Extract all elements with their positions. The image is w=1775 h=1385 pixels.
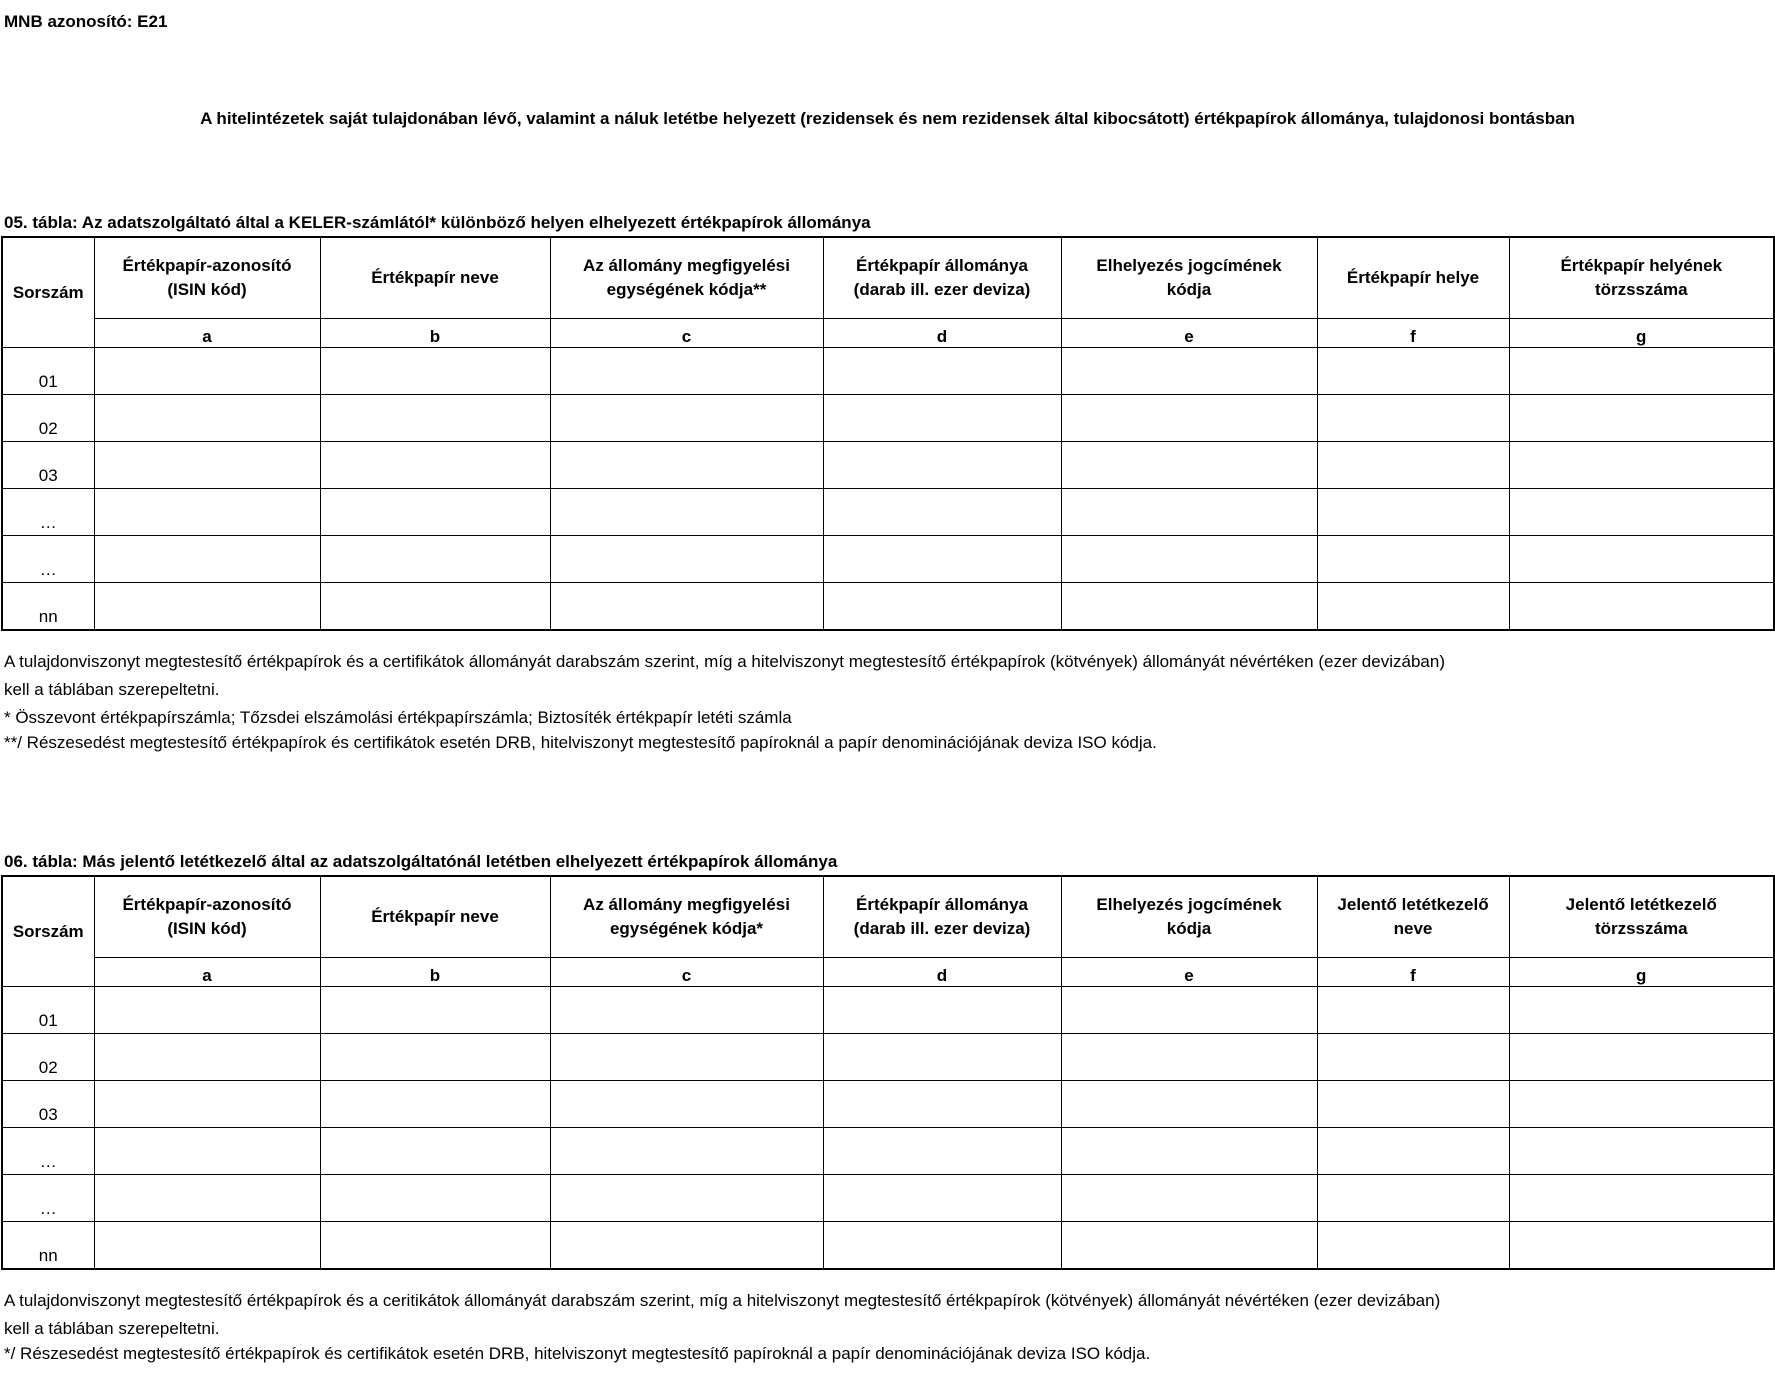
table-05-letter-a: a [94,319,320,348]
table-05-letter-e: e [1061,319,1317,348]
table-05-note-2: kell a táblában szerepeltetni. [4,680,220,699]
table-cell[interactable] [1061,536,1317,583]
table-cell[interactable] [1317,536,1509,583]
table-row [2,1222,1774,1270]
table-06-header-f: Jelentő letétkezelő neve [1317,876,1509,958]
row-number: … [2,1175,94,1222]
table-row [2,987,1774,1034]
table-cell[interactable] [550,987,823,1034]
table-cell[interactable] [320,987,550,1034]
table-05-header-c: Az állomány megfigyelési egységének kódja** [550,237,823,319]
table-cell[interactable] [1317,987,1509,1034]
table-cell[interactable] [1061,1081,1317,1128]
row-number: nn [2,1222,94,1270]
table-06-header-sorszam: Sorszám [2,876,94,987]
table-05-note-4: **/ Részesedést megtestesítő értékpapírok és certifikátok esetén DRB, hitelviszonyt megtestesítő papíroknál a papír denominációjának deviza ISO kódja. [4,733,1157,752]
row-number: 01 [2,348,94,395]
table-05-header-e: Elhelyezés jogcímének kódja [1061,237,1317,319]
table-05-header-b: Értékpapír neve [320,237,550,319]
table-cell[interactable] [1509,1222,1774,1270]
table-cell[interactable] [1061,489,1317,536]
table-cell[interactable] [823,583,1061,631]
table-05-letter-f: f [1317,319,1509,348]
table-row [2,583,1774,631]
table-05-letter-c: c [550,319,823,348]
table-cell[interactable] [1317,442,1509,489]
table-cell[interactable] [550,1175,823,1222]
table-cell[interactable] [1509,583,1774,631]
table-05 [1,236,1775,631]
table-cell[interactable] [550,1222,823,1270]
table-cell[interactable] [550,1034,823,1081]
table-cell[interactable] [1061,583,1317,631]
table-cell[interactable] [1061,1034,1317,1081]
table-cell[interactable] [1509,1128,1774,1175]
table-cell[interactable] [550,348,823,395]
table-row [2,1128,1774,1175]
table-cell[interactable] [320,583,550,631]
row-number: … [2,489,94,536]
table-cell[interactable] [1509,348,1774,395]
page-title: A hitelintézetek saját tulajdonában lévő, valamint a náluk letétbe helyezett (rezidensek és nem rezidensek által kibocsátott) értékpapírok állománya, tulajdonosi bontásban [200,109,1575,128]
row-number: … [2,1128,94,1175]
table-06-note-3: */ Részesedést megtestesítő értékpapírok és certifikátok esetén DRB, hitelviszonyt megtestesítő papíroknál a papír denominációjának deviza ISO kódja. [4,1344,1151,1363]
table-cell[interactable] [1317,1222,1509,1270]
table-cell[interactable] [1509,1175,1774,1222]
table-cell[interactable] [823,1081,1061,1128]
table-06-letter-g: g [1509,958,1774,987]
table-06-header-c: Az állomány megfigyelési egységének kódja* [550,876,823,958]
table-cell[interactable] [320,1034,550,1081]
table-cell[interactable] [94,395,320,442]
table-cell[interactable] [320,1128,550,1175]
table-05-header-f: Értékpapír helye [1317,237,1509,319]
table-cell[interactable] [1509,489,1774,536]
table-row [2,536,1774,583]
table-cell[interactable] [94,1128,320,1175]
table-05-header-a: Értékpapír-azonosító (ISIN kód) [94,237,320,319]
table-cell[interactable] [94,489,320,536]
row-number: 02 [2,1034,94,1081]
table-cell[interactable] [550,1128,823,1175]
table-05-letter-d: d [823,319,1061,348]
table-05-note-3: * Összevont értékpapírszámla; Tőzsdei elszámolási értékpapírszámla; Biztosíték értékpapír letéti számla [4,708,792,727]
table-05-letter-b: b [320,319,550,348]
row-number: 02 [2,395,94,442]
table-06-header-b: Értékpapír neve [320,876,550,958]
table-row [2,1081,1774,1128]
table-cell[interactable] [320,489,550,536]
table-cell[interactable] [320,442,550,489]
table-06-header-a: Értékpapír-azonosító (ISIN kód) [94,876,320,958]
table-05-header-sorszam: Sorszám [2,237,94,348]
table-cell[interactable] [550,583,823,631]
table-cell[interactable] [94,348,320,395]
table-cell[interactable] [1509,1034,1774,1081]
table-cell[interactable] [1509,987,1774,1034]
table-cell[interactable] [94,1175,320,1222]
table-06-caption: 06. tábla: Más jelentő letétkezelő által az adatszolgáltatónál letétben elhelyezett értékpapírok állománya [4,852,838,871]
table-cell[interactable] [94,987,320,1034]
table-06-header-d: Értékpapír állománya (darab ill. ezer deviza) [823,876,1061,958]
table-cell[interactable] [1317,1081,1509,1128]
row-number: … [2,536,94,583]
table-cell[interactable] [550,536,823,583]
row-number: 03 [2,1081,94,1128]
table-06 [1,875,1775,1270]
table-06-letter-b: b [320,958,550,987]
table-cell[interactable] [320,348,550,395]
table-cell[interactable] [1317,489,1509,536]
row-number: 03 [2,442,94,489]
table-cell[interactable] [823,536,1061,583]
table-cell[interactable] [550,442,823,489]
table-cell[interactable] [1317,1034,1509,1081]
table-cell[interactable] [1061,395,1317,442]
table-06-letter-d: d [823,958,1061,987]
table-cell[interactable] [1061,1128,1317,1175]
table-cell[interactable] [94,1081,320,1128]
table-cell[interactable] [823,489,1061,536]
table-cell[interactable] [94,1034,320,1081]
table-cell[interactable] [823,1222,1061,1270]
table-cell[interactable] [1061,348,1317,395]
table-cell[interactable] [823,1128,1061,1175]
row-number: nn [2,583,94,631]
table-cell[interactable] [1509,1081,1774,1128]
table-cell[interactable] [550,1081,823,1128]
table-cell[interactable] [1317,1175,1509,1222]
table-cell[interactable] [823,1034,1061,1081]
table-06-letter-c: c [550,958,823,987]
table-06-header-e: Elhelyezés jogcímének kódja [1061,876,1317,958]
table-row [2,442,1774,489]
table-cell[interactable] [94,583,320,631]
table-cell[interactable] [1061,987,1317,1034]
table-cell[interactable] [1509,442,1774,489]
table-row [2,1175,1774,1222]
table-cell[interactable] [320,536,550,583]
table-05-header-d: Értékpapír állománya (darab ill. ezer deviza) [823,237,1061,319]
table-cell[interactable] [320,1222,550,1270]
table-06-note-2: kell a táblában szerepeltetni. [4,1319,220,1338]
table-06-header-g: Jelentő letétkezelő törzsszáma [1509,876,1774,958]
table-cell[interactable] [94,536,320,583]
table-05-letter-g: g [1509,319,1774,348]
table-cell[interactable] [1317,583,1509,631]
row-number: 01 [2,987,94,1034]
table-cell[interactable] [94,1222,320,1270]
table-row [2,348,1774,395]
table-row [2,1034,1774,1081]
table-06-letter-f: f [1317,958,1509,987]
table-cell[interactable] [1061,1222,1317,1270]
table-cell[interactable] [550,395,823,442]
table-cell[interactable] [823,1175,1061,1222]
table-cell[interactable] [94,442,320,489]
table-cell[interactable] [1317,1128,1509,1175]
table-05-header-g: Értékpapír helyének törzsszáma [1509,237,1774,319]
mnb-identifier: MNB azonosító: E21 [4,12,168,31]
table-cell[interactable] [1509,536,1774,583]
table-cell[interactable] [550,489,823,536]
table-05-caption: 05. tábla: Az adatszolgáltató által a KELER-számlától* különböző helyen elhelyezett értékpapírok állománya [4,213,871,232]
table-cell[interactable] [823,987,1061,1034]
table-row [2,395,1774,442]
table-cell[interactable] [823,348,1061,395]
table-cell[interactable] [823,395,1061,442]
table-row [2,489,1774,536]
table-cell[interactable] [320,1175,550,1222]
table-06-letter-a: a [94,958,320,987]
table-cell[interactable] [1317,395,1509,442]
table-cell[interactable] [1317,348,1509,395]
table-cell[interactable] [1061,442,1317,489]
table-05-note-1: A tulajdonviszonyt megtestesítő értékpapírok és a certifikátok állományát darabszám szerint, míg a hitelviszonyt megtestesítő értékpapírok (kötvények) állományát névértéken (ezer devizában) [4,652,1445,671]
table-cell[interactable] [320,395,550,442]
table-cell[interactable] [320,1081,550,1128]
table-06-letter-e: e [1061,958,1317,987]
table-cell[interactable] [1061,1175,1317,1222]
table-cell[interactable] [1509,395,1774,442]
table-06-note-1: A tulajdonviszonyt megtestesítő értékpapírok és a ceritikátok állományát darabszám szerint, míg a hitelviszonyt megtestesítő értékpapírok (kötvények) állományát névértéken (ezer devizában) [4,1291,1441,1310]
table-cell[interactable] [823,442,1061,489]
